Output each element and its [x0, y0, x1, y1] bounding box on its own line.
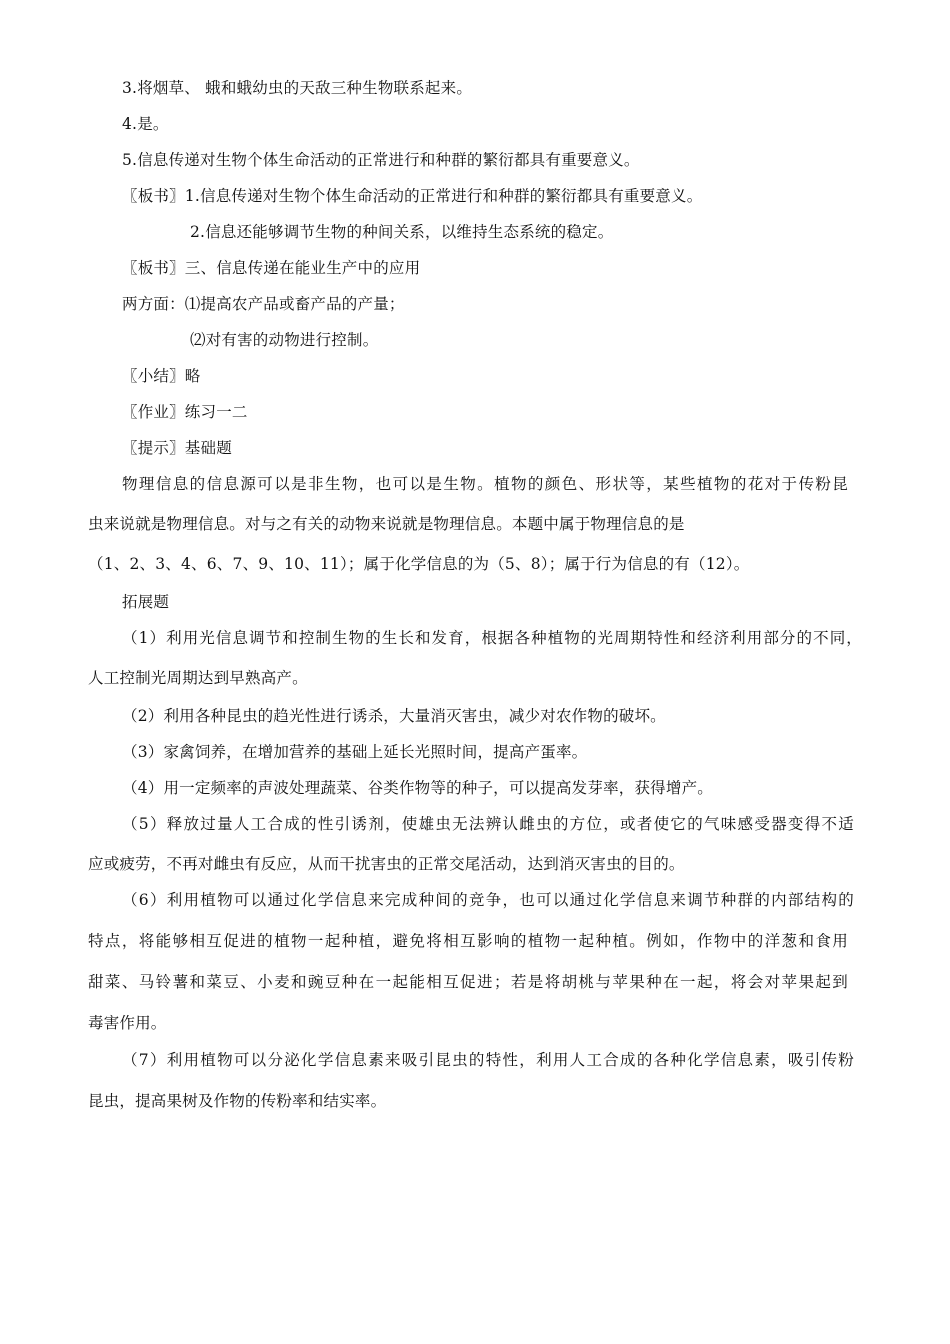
- extension-item-5-line-2: 应或疲劳，不再对雌虫有反应，从而干扰害虫的正常交尾活动，达到消灭害虫的目的。: [88, 855, 685, 873]
- extension-item-6-line-1: （6）利用植物可以通过化学信息来完成种间的竞争，也可以通过化学信息来调节种群的内部结构的: [122, 891, 854, 909]
- extension-item-7-line-2: 昆虫，提高果树及作物的传粉率和结实率。: [88, 1092, 387, 1110]
- application-aspect-2: ⑵对有害的动物进行控制。: [190, 331, 379, 349]
- extension-item-2: （2）利用各种昆虫的趋光性进行诱杀，大量消灭害虫，减少对农作物的破坏。: [122, 707, 666, 725]
- homework-line: 〖作业〗练习一二: [122, 403, 248, 421]
- extension-item-1-line-1: （1）利用光信息调节和控制生物的生长和发育，根据各种植物的光周期特性和经济利用部分的不同，: [122, 629, 862, 647]
- extension-item-3: （3）家禽饲养，在增加营养的基础上延长光照时间，提高产蛋率。: [122, 743, 588, 761]
- extension-item-6-line-4: 毒害作用。: [88, 1014, 167, 1032]
- answer-4: 4.是。: [122, 115, 169, 133]
- hint-heading: 〖提示〗基础题: [122, 439, 232, 457]
- board-note-2: 2.信息还能够调节生物的种间关系，以维持生态系统的稳定。: [190, 223, 614, 241]
- extension-item-5-line-1: （5）释放过量人工合成的性引诱剂，使雄虫无法辨认雌虫的方位，或者使它的气味感受器变得不适: [122, 815, 854, 833]
- answer-3: 3.将烟草、 蛾和蛾幼虫的天敌三种生物联系起来。: [122, 79, 473, 97]
- answer-5: 5.信息传递对生物个体生命活动的正常进行和种群的繁衍都具有重要意义。: [122, 151, 640, 169]
- application-aspect-1: 两方面：⑴提高农产品或畜产品的产量；: [122, 295, 405, 313]
- summary-line: 〖小结〗略: [122, 367, 201, 385]
- board-heading-3: 〖板书〗三、信息传递在能业生产中的应用: [122, 259, 421, 277]
- extension-item-1-line-2: 人工控制光周期达到早熟高产。: [88, 669, 308, 687]
- extension-item-4: （4）用一定频率的声波处理蔬菜、谷类作物等的种子，可以提高发芽率，获得增产。: [122, 779, 713, 797]
- extension-heading: 拓展题: [122, 593, 170, 611]
- basic-question-para-line-3: （1、2、3、4、6、7、9、10、11）；属于化学信息的为（5、8）；属于行为信息的有（12）。: [88, 555, 750, 573]
- extension-item-6-line-2: 特点，将能够相互促进的植物一起种植，避免将相互影响的植物一起种植。例如，作物中的洋葱和食用: [88, 932, 848, 950]
- extension-item-6-line-3: 甜菜、马铃薯和菜豆、小麦和豌豆种在一起能相互促进；若是将胡桃与苹果种在一起，将会对苹果起到: [88, 973, 848, 991]
- board-note-1: 〖板书〗1.信息传递对生物个体生命活动的正常进行和种群的繁衍都具有重要意义。: [122, 187, 703, 205]
- basic-question-para-line-2: 虫来说就是物理信息。对与之有关的动物来说就是物理信息。本题中属于物理信息的是: [88, 515, 685, 533]
- extension-item-7-line-1: （7）利用植物可以分泌化学信息素来吸引昆虫的特性，利用人工合成的各种化学信息素，吸引传粉: [122, 1051, 854, 1069]
- basic-question-para-line-1: 物理信息的信息源可以是非生物，也可以是生物。植物的颜色、形状等，某些植物的花对于传粉昆: [122, 475, 848, 493]
